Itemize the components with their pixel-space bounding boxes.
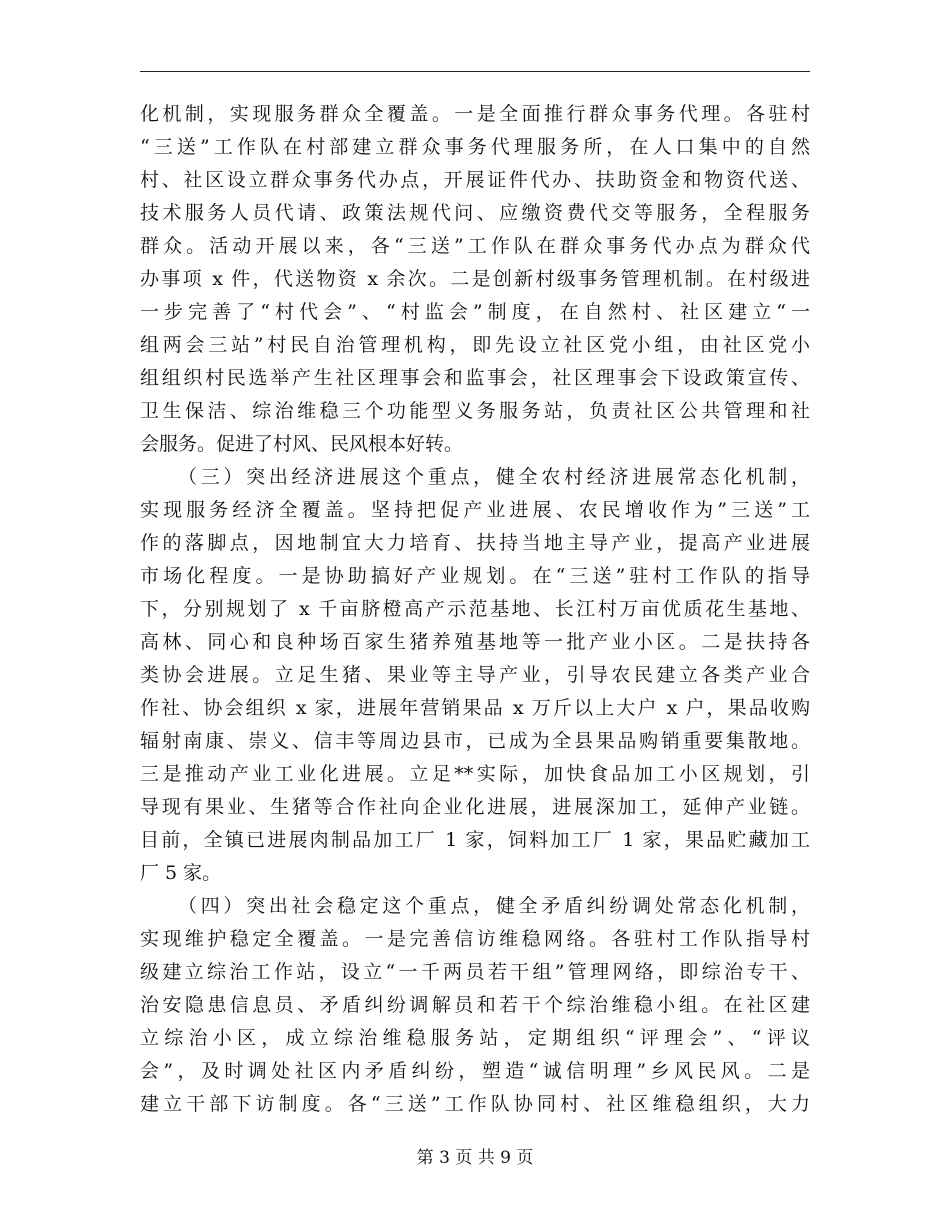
text-line: 市场化程度。一是协助搞好产业规划。在“三送”驻村工作队的指导: [140, 565, 810, 587]
text-line: 技术服务人员代请、政策法规代问、应缴资费代交等服务，全程服务: [140, 202, 810, 224]
text-line: 卫生保洁、综治维稳三个功能型义务服务站，负责社区公共管理和社: [140, 400, 810, 422]
text-line: “三送”工作队在村部建立群众事务代理服务所，在人口集中的自然: [140, 136, 810, 158]
section-heading-line: （四）突出社会稳定这个重点，健全矛盾纠纷调处常态化机制，: [178, 895, 810, 917]
text-line: 立综治小区，成立综治维稳服务站，定期组织“评理会”、“评议: [140, 1027, 810, 1049]
text-line: 组两会三站”村民自治管理机构，即先设立社区党小组，由社区党小: [140, 334, 810, 356]
text-line: 级建立综治工作站，设立“一千两员若干组”管理网络，即综治专干、: [140, 961, 810, 983]
text-line: 办事项 x 件，代送物资 x 余次。二是创新村级事务管理机制。在村级进: [140, 268, 810, 290]
text-line: 厂 5 家。: [140, 862, 222, 884]
text-line: 建立干部下访制度。各“三送”工作队协同村、社区维稳组织，大力: [140, 1093, 810, 1115]
text-line: 组组织村民选举产生社区理事会和监事会，社区理事会下设政策宣传、: [140, 367, 810, 389]
text-line: 化机制，实现服务群众全覆盖。一是全面推行群众事务代理。各驻村: [140, 103, 810, 125]
text-line: 一步完善了“村代会”、“村监会”制度，在自然村、社区建立“一: [140, 301, 810, 323]
text-line: 会”，及时调处社区内矛盾纠纷，塑造“诚信明理”乡风民风。二是: [140, 1060, 810, 1082]
document-body: [140, 98, 810, 1121]
text-line: 治安隐患信息员、矛盾纠纷调解员和若干个综治维稳小组。在社区建: [140, 994, 810, 1016]
text-line: 类协会进展。立足生猪、果业等主导产业，引导农民建立各类产业合: [140, 664, 810, 686]
page-number-footer: 第 3 页 共 9 页: [416, 1148, 534, 1168]
header-rule: [140, 71, 810, 72]
text-line: 高林、同心和良种场百家生猪养殖基地等一批产业小区。二是扶持各: [140, 631, 810, 653]
text-line: 作社、协会组织 x 家，进展年营销果品 x 万斤以上大户 x 户，果品收购: [140, 697, 810, 719]
text-line: 村、社区设立群众事务代办点，开展证件代办、扶助资金和物资代送、: [140, 169, 810, 191]
text-line: 辐射南康、崇义、信丰等周边县市，已成为全县果品购销重要集散地。: [140, 730, 810, 752]
text-line: 目前，全镇已进展肉制品加工厂 1 家，饲料加工厂 1 家，果品贮藏加工: [140, 829, 810, 851]
text-line: 三是推动产业工业化进展。立足**实际，加快食品加工小区规划，引: [140, 763, 810, 785]
section-heading-line: （三）突出经济进展这个重点，健全农村经济进展常态化机制，: [178, 466, 810, 488]
text-line: 作的落脚点，因地制宜大力培育、扶持当地主导产业，提高产业进展: [140, 532, 810, 554]
text-line: 下，分别规划了 x 千亩脐橙高产示范基地、长江村万亩优质花生基地、: [140, 598, 810, 620]
text-line: 导现有果业、生猪等合作社向企业化进展，进展深加工，延伸产业链。: [140, 796, 810, 818]
text-line: 实现服务经济全覆盖。坚持把促产业进展、农民增收作为”三送”工: [140, 499, 810, 521]
text-line: 会服务。促进了村风、民风根本好转。: [140, 433, 464, 455]
text-line: 实现维护稳定全覆盖。一是完善信访维稳网络。各驻村工作队指导村: [140, 928, 810, 950]
text-line: 群众。活动开展以来，各“三送”工作队在群众事务代办点为群众代: [140, 235, 810, 257]
